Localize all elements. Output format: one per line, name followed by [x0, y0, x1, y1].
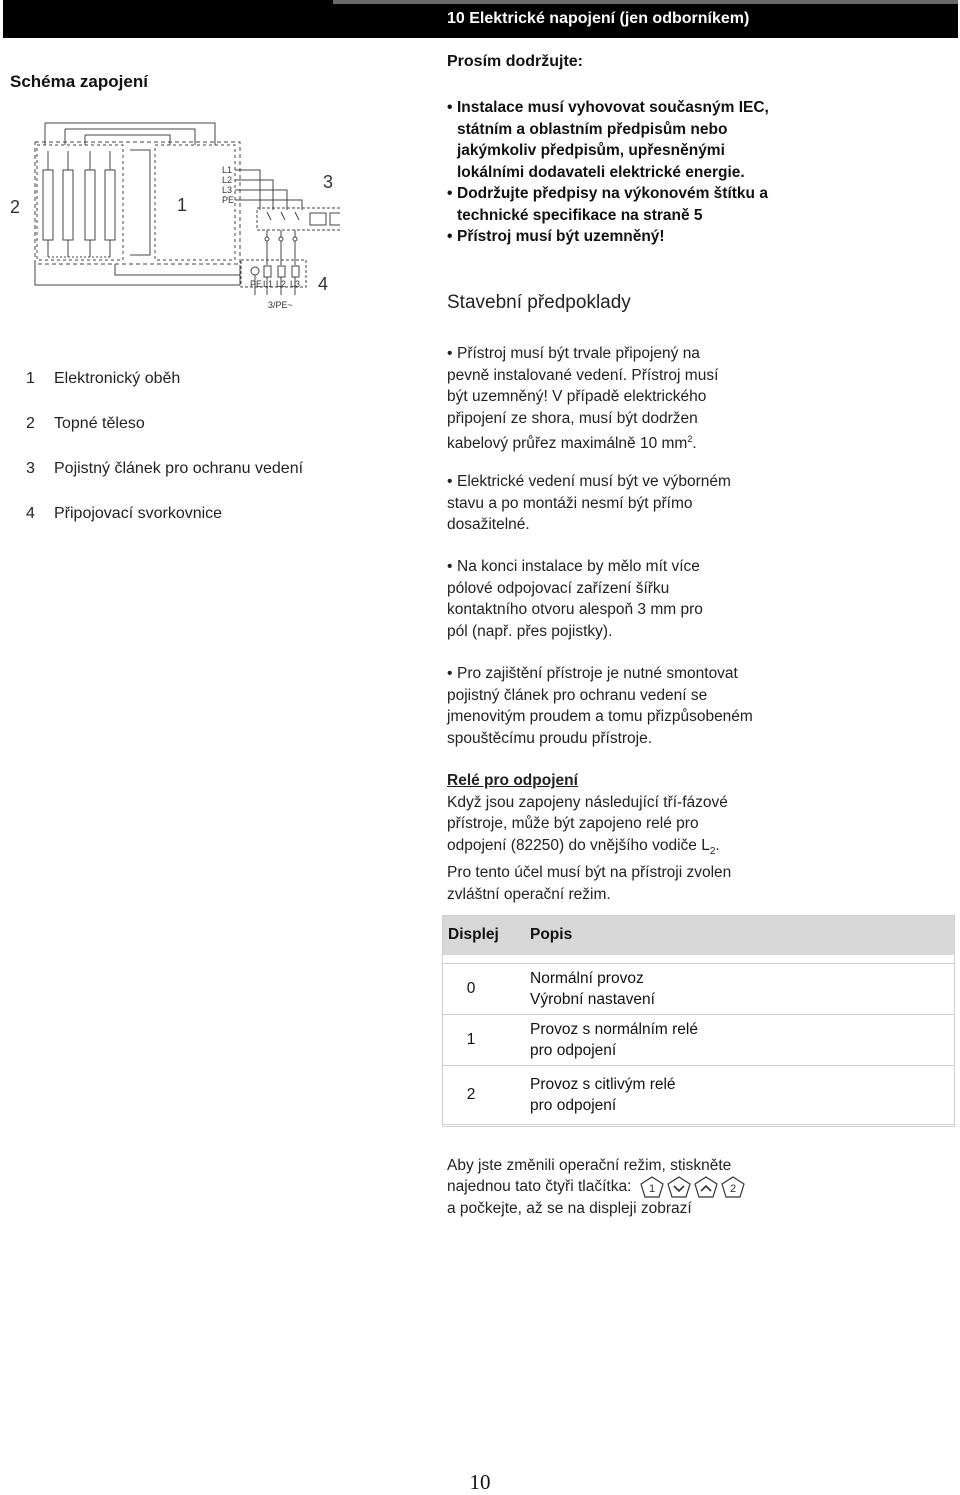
diagram-legend [26, 370, 303, 550]
legend-item: 4 Připojovací svorkovnice [26, 505, 223, 522]
notice-list [447, 97, 777, 248]
column-header-display: Displej [442, 915, 500, 955]
relay-title: Relé pro odpojení [447, 772, 578, 789]
relay-section: Relé pro odpojení Když jsou zapojeny následující tří-fázové přístroje, může být zapojeno relé pro odpojení (82250) do vnějšího vodiče $L_2$. Pro tento účel musí být na přístroji zvolen zvláštní operační režim. [447, 770, 737, 905]
mode-description: Provoz s citlivým relé pro odpojení [500, 1066, 955, 1125]
button-1-icon [640, 1176, 664, 1198]
callout-2: 2 [10, 197, 21, 217]
up-chevron-button-icon [694, 1176, 718, 1198]
down-chevron-button-icon [667, 1176, 691, 1198]
phase-label: PE [222, 195, 235, 205]
wiring-diagram-title: Schéma zapojení [10, 72, 148, 91]
bridge-wiring [130, 150, 150, 255]
mode-description: Normální provoz Výrobní nastavení [500, 964, 955, 1015]
requirement-paragraph: • Elektrické vedení musí být ve výborném stavu a po montáži nesmí být přímo dosažitelné. [447, 473, 731, 533]
legend-item: 1 Elektronický oběh [26, 370, 181, 387]
mode-description: Provoz s normálním relé pro odpojení [500, 1015, 955, 1066]
section-title: 10 Elektrické napojení (jen odborníkem) [447, 10, 750, 27]
legend-item: 2 Topné těleso [26, 415, 145, 432]
requirement-paragraph: • Pro zajištění přístroje je nutné smontovat pojistný článek pro ochranu vedení se jmenovitým proudem a tomu přizpůsobeném spouštěcímu proudu přístroje. [447, 665, 753, 747]
display-value: 0 [442, 964, 500, 1015]
phase-label: L2 [222, 175, 233, 185]
callout-4: 4 [318, 274, 329, 294]
heater-coil [85, 170, 95, 240]
header-stripe [333, 0, 958, 4]
phase-label: L1 [222, 165, 233, 175]
requirement-paragraph: • Přístroj musí být trvale připojený na pevně instalované vedení. Přístroj musí být uzemněný! V případě elektrického připojení ze shora, musí být dodržen kabelový průřez maximálně 10 $mm^2$. [447, 345, 719, 453]
phase-label: L3 [222, 185, 233, 195]
heater-coil [63, 170, 73, 240]
legend-item: 3 Pojistný článek pro ochranu vedení [26, 460, 304, 477]
heater-coil [43, 170, 53, 240]
requirement-paragraph: • Na konci instalace by mělo mít více pólové odpojovací zařízení šířku kontaktního otvoru alespoň 3 mm pro pól (např. přes pojistky). [447, 558, 703, 640]
button-2-icon [721, 1176, 745, 1198]
wiring-diagram [5, 115, 340, 315]
page-number: 10 [469, 1470, 491, 1494]
terminal-label: L2 [276, 279, 287, 289]
notice-item: • Dodržujte předpisy na výkonovém štítku a technické specifikace na straně 5 [447, 185, 768, 224]
svg-text:2: 2 [729, 1183, 736, 1195]
notice-item: • Přístroj musí být uzemněný! [447, 228, 665, 245]
callout-1: 1 [177, 195, 188, 215]
callout-3: 3 [323, 172, 334, 192]
terminal-label: L3 [290, 279, 301, 289]
requirements-heading: Stavební předpoklady [447, 292, 631, 313]
svg-text:1: 1 [648, 1183, 655, 1195]
table-header-row [442, 915, 955, 955]
notice-item: • Instalace musí vyhovovat současným IEC, státním a oblastním předpisům nebo jakýmkoliv předpisům, upřesněnými lokálními dodavateli elektrické energie. [447, 99, 769, 181]
table-row [442, 1066, 955, 1125]
operating-modes-table [442, 915, 955, 1125]
display-value: 2 [442, 1066, 500, 1125]
column-header-description: Popis [500, 915, 955, 955]
supply-label: 3/PE~ [268, 300, 293, 310]
mode-change-instructions: Aby jste změnili operační režim, stiskněte najednou tato čtyři tlačítka: 1 2 a počkejte, až se na displeji zobrazí [447, 1155, 777, 1219]
button-combination [640, 1176, 745, 1198]
notice-title: Prosím dodržujte: [447, 53, 584, 70]
terminal-label: PE [250, 279, 263, 289]
heater-coil [105, 170, 115, 240]
table-row [442, 1015, 955, 1066]
display-value: 1 [442, 1015, 500, 1066]
terminal-label: L1 [263, 279, 274, 289]
table-row [442, 964, 955, 1015]
